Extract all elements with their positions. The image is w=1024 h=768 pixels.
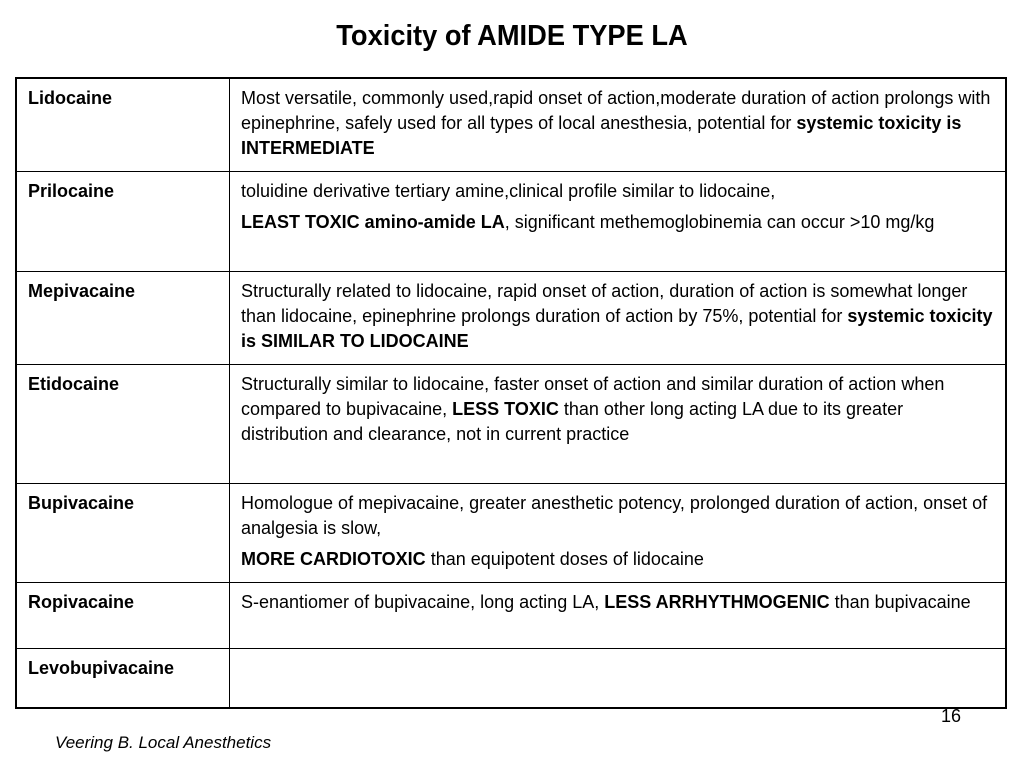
- drug-description: [230, 649, 1007, 709]
- table-row: [16, 583, 1006, 649]
- table-row: [16, 484, 1006, 583]
- description-emphasis: LESS ARRHYTHMOGENIC: [604, 592, 830, 612]
- description-text: than equipotent doses of lidocaine: [425, 549, 704, 569]
- description-emphasis: LESS TOXIC: [452, 399, 559, 419]
- table-row: [16, 365, 1006, 484]
- drug-description: [230, 484, 1007, 583]
- drug-name: Bupivacaine: [16, 484, 230, 583]
- drug-name: Mepivacaine: [16, 272, 230, 365]
- description-text: Structurally related to lidocaine, rapid onset of action, duration of action is somewhat longer than lidocaine, epinephrine prolongs duration of action by 75%, potential for: [241, 281, 968, 326]
- amide-la-table: [15, 77, 1007, 709]
- drug-name: Lidocaine: [16, 78, 230, 172]
- drug-name: Levobupivacaine: [16, 649, 230, 709]
- description-text: Homologue of mepivacaine, greater anesthetic potency, prolonged duration of action, onset of analgesia is slow,: [241, 493, 988, 538]
- description-emphasis: LEAST TOXIC amino-amide LA: [241, 212, 505, 232]
- table-row: [16, 78, 1006, 172]
- table-row: [16, 272, 1006, 365]
- drug-description: [230, 272, 1007, 365]
- table-row: [16, 172, 1006, 272]
- description-text: than bupivacaine: [829, 592, 971, 612]
- description-text: Structurally similar to lidocaine, faster onset of action and similar duration of action when compared to bupivacaine,: [241, 374, 945, 419]
- description-paragraph: [241, 210, 995, 235]
- drug-description: [230, 583, 1007, 649]
- description-emphasis: MORE CARDIOTOXIC: [241, 549, 426, 569]
- description-text: Most versatile, commonly used,rapid onset of action,moderate duration of action prolongs with epinephrine, safely used for all types of local anesthesia, potential for: [241, 88, 991, 133]
- drug-name: Etidocaine: [16, 365, 230, 484]
- description-emphasis: systemic toxicity is INTERMEDIATE: [241, 113, 962, 158]
- table-row: [16, 649, 1006, 709]
- description-text: S-enantiomer of bupivacaine, long acting LA,: [241, 592, 605, 612]
- description-paragraph: [241, 547, 995, 572]
- drug-name: Prilocaine: [16, 172, 230, 272]
- drug-description: [230, 365, 1007, 484]
- slide-title: Toxicity of AMIDE TYPE LA: [336, 20, 688, 52]
- drug-name: Ropivacaine: [16, 583, 230, 649]
- page-number: 16: [940, 706, 961, 726]
- drug-description: [230, 172, 1007, 272]
- drug-description: [230, 78, 1007, 172]
- description-text: toluidine derivative tertiary amine,clinical profile similar to lidocaine,: [241, 181, 776, 201]
- description-text: , significant methemoglobinemia can occur >10 mg/kg: [504, 212, 935, 232]
- citation: Veering B. Local Anesthetics: [55, 733, 272, 752]
- description-emphasis: systemic toxicity is SIMILAR TO LIDOCAINE: [241, 306, 993, 351]
- description-text: than other long acting LA due to its greater distribution and clearance, not in current practice: [241, 399, 904, 444]
